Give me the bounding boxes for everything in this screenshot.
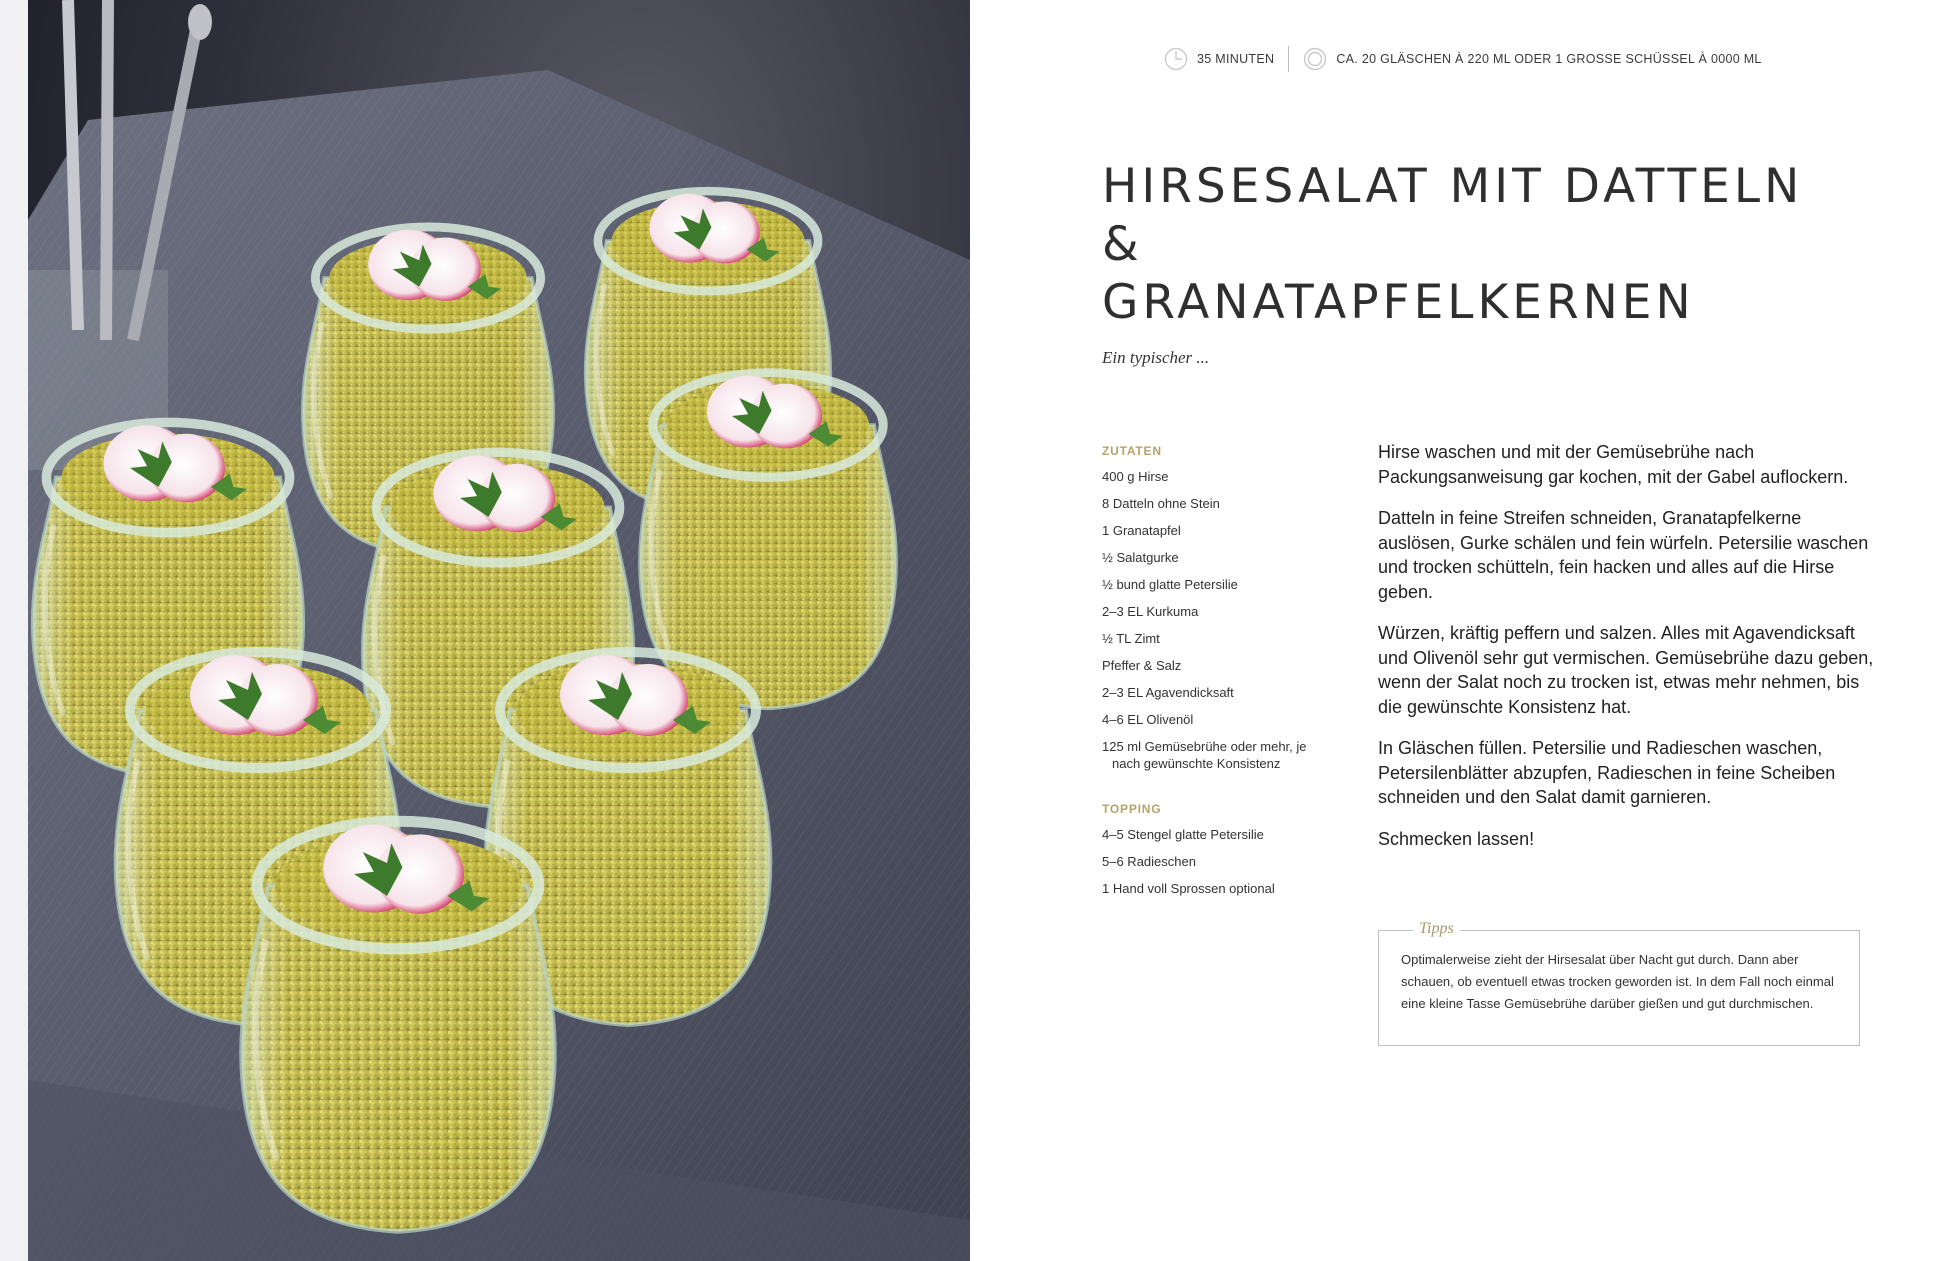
recipe-photo [28, 0, 970, 1261]
ingredients-section [1102, 444, 1352, 907]
title-line-1: HIRSESALAT MIT DATTELN & [1102, 159, 1804, 272]
ingredient-item: Pfeffer & Salz [1102, 658, 1182, 673]
instruction-step: Würzen, kräftig peffern und salzen. Alles mit Agavendicksaft und Olivenöl sehr gut vermischen. Gemüsebrühe dazu geben, wenn der Salat noch zu trocken ist, etwas mehr nehmen, bis die gewünschte Konsistenz hat. [1378, 623, 1874, 717]
ingredient-item: 4–6 EL Olivenöl [1102, 712, 1194, 727]
ingredients-list [1102, 468, 1352, 772]
recipe-title [1102, 158, 1862, 332]
tips-box [1378, 920, 1860, 1046]
recipe-intro: Ein typischer ... [1102, 348, 1210, 367]
yield-info: CA. 20 GLÄSCHEN À 220 ML ODER 1 GROSSE SCHÜSSEL À 0000 ML [1336, 52, 1762, 66]
ingredient-item: ½ Salatgurke [1102, 550, 1179, 565]
ingredient-item: 2–3 EL Agavendicksaft [1102, 685, 1234, 700]
ingredient-item: 400 g Hirse [1102, 469, 1169, 484]
topping-heading: TOPPING [1102, 802, 1162, 816]
bowl-icon [1303, 47, 1327, 71]
ingredient-line: 125 ml Gemüsebrühe oder mehr, je [1102, 739, 1307, 754]
instruction-step: Schmecken lassen! [1378, 828, 1535, 849]
tips-text: Optimalerweise zieht der Hirsesalat über Nacht gut durch. Dann aber schauen, ob eventuell etwas trocken geworden ist. In dem Fall noch einmal eine kleine Tasse Gemüsebrühe darüber gießen und gut durchmischen. [1401, 952, 1834, 1011]
instruction-step: Hirse waschen und mit der Gemüsebrühe nach Packungsanweisung gar kochen, mit der Gabel auflockern. [1378, 442, 1849, 487]
topping-item: 5–6 Radieschen [1102, 854, 1196, 869]
title-line-2: GRANATAPFELKERNEN [1102, 275, 1695, 330]
recipe-meta [1164, 46, 1762, 72]
topping-list [1102, 826, 1352, 897]
ingredient-item: ½ TL Zimt [1102, 631, 1160, 646]
page-edge [0, 0, 28, 1261]
instruction-step: Datteln in feine Streifen schneiden, Granatapfelkerne auslösen, Gurke schälen und fein würfeln. Petersilie waschen und trocken schütteln, fein hacken und alles auf die Hirse geben. [1378, 508, 1869, 602]
ingredients-heading: ZUTATEN [1102, 444, 1162, 458]
tips-label: Tipps [1413, 920, 1460, 938]
ingredient-item: 1 Granatapfel [1102, 523, 1181, 538]
instruction-step: In Gläschen füllen. Petersilie und Radieschen waschen, Petersilenblätter abzupfen, Radieschen in feine Scheiben schneiden und den Salat damit garnieren. [1378, 738, 1836, 807]
clock-icon [1164, 47, 1188, 71]
ingredient-item: ½ bund glatte Petersilie [1102, 577, 1238, 592]
ingredient-line-continued: nach gewünschte Konsistenz [1112, 756, 1281, 771]
topping-item: 1 Hand voll Sprossen optional [1102, 881, 1275, 896]
topping-item: 4–5 Stengel glatte Petersilie [1102, 827, 1264, 842]
prep-time: 35 MINUTEN [1197, 52, 1275, 66]
ingredient-item: 2–3 EL Kurkuma [1102, 604, 1199, 619]
meta-divider [1288, 46, 1289, 72]
ingredient-item [1102, 738, 1352, 772]
instructions [1378, 440, 1878, 868]
ingredient-item: 8 Datteln ohne Stein [1102, 496, 1220, 511]
